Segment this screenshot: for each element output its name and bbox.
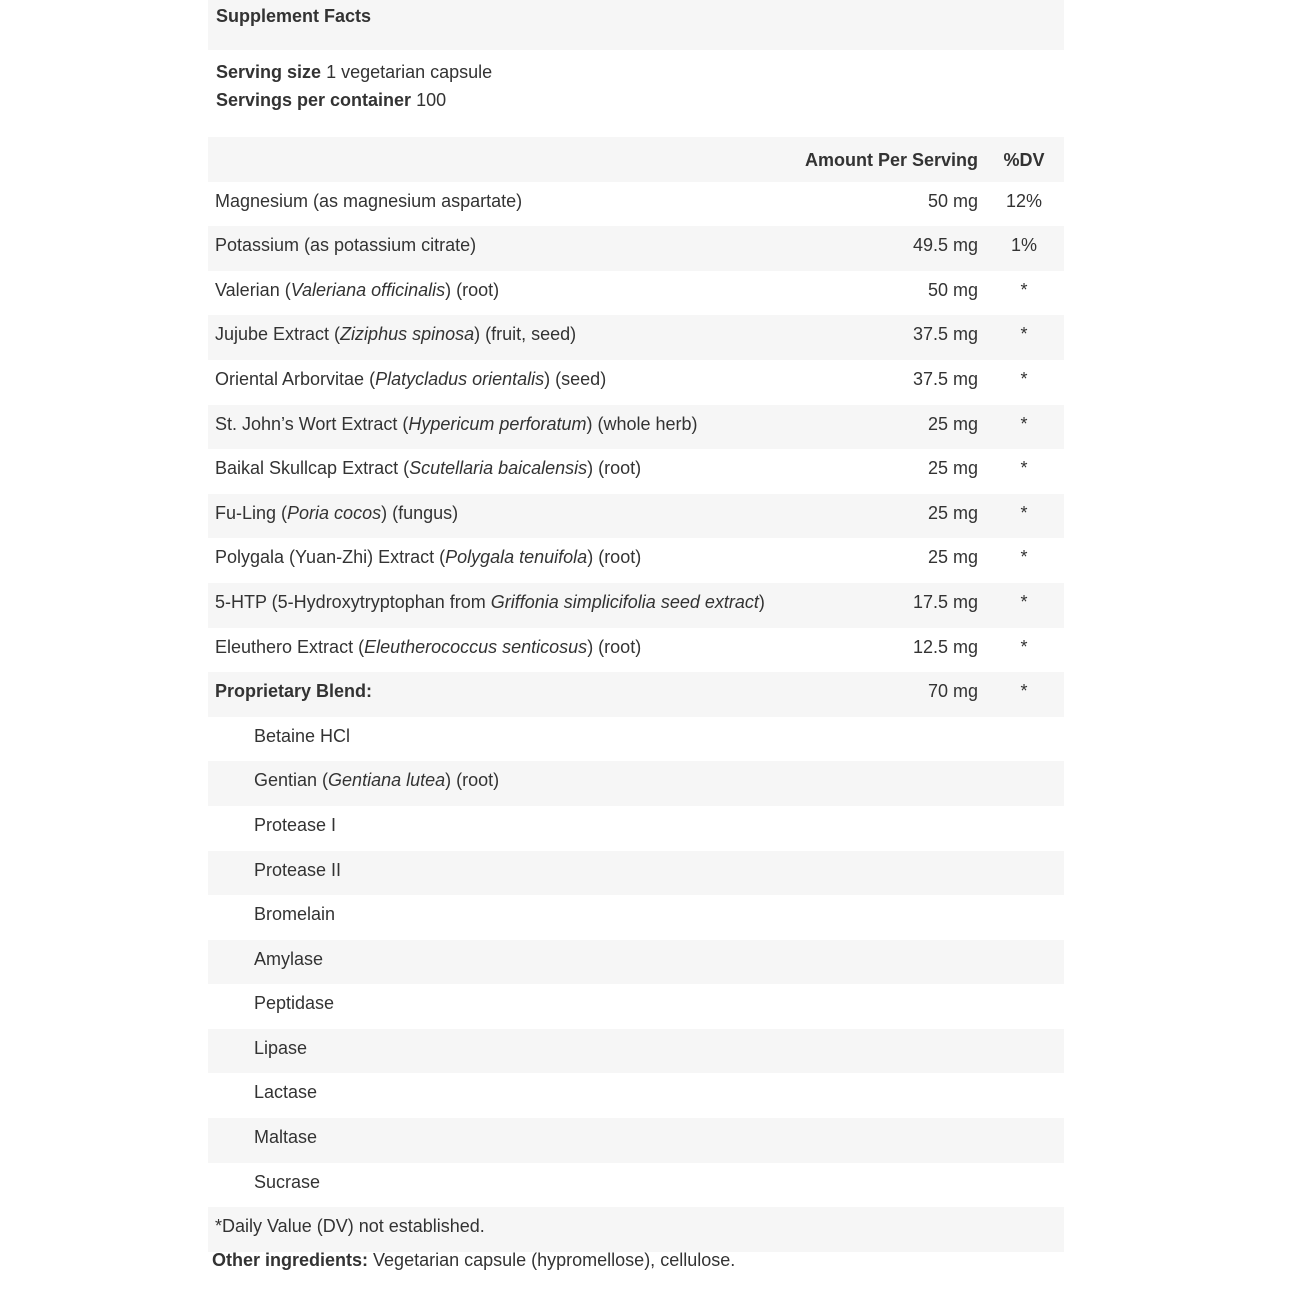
latin-name: Scutellaria baicalensis xyxy=(409,458,588,479)
amount: 50 mg xyxy=(927,279,978,300)
daily-value: * xyxy=(1020,368,1028,389)
latin-name: Platycladus orientalis xyxy=(375,368,545,389)
amount: 25 mg xyxy=(927,413,978,434)
blend-row xyxy=(208,984,1064,1029)
ingredient-name xyxy=(215,191,522,212)
panel-title xyxy=(208,0,1064,50)
table-row xyxy=(208,271,1064,316)
blend-row xyxy=(208,761,1064,806)
daily-value: * xyxy=(1020,681,1028,702)
blend-ingredient-name xyxy=(254,1172,320,1193)
serving-size-label: Serving size xyxy=(216,62,322,82)
ingredient-name-text: Amylase xyxy=(254,948,324,969)
table-header xyxy=(208,137,1064,182)
table-row xyxy=(208,360,1064,405)
ingredient-name-text: Lactase xyxy=(254,1082,318,1103)
blend-ingredient-name xyxy=(254,770,499,791)
ingredient-name-part: ) (fungus) xyxy=(381,502,459,523)
latin-name: Gentiana lutea xyxy=(328,770,446,791)
blend-row xyxy=(208,1118,1064,1163)
blend-ingredient-name xyxy=(254,815,336,836)
title-text: Supplement Facts xyxy=(216,6,372,26)
ingredient-name-part: ) (root) xyxy=(445,770,500,791)
ingredient-name xyxy=(215,458,641,479)
blend-row xyxy=(208,1073,1064,1118)
ingredient-name-part: St. John’s Wort Extract ( xyxy=(215,413,409,434)
ingredient-name-text: Sucrase xyxy=(254,1171,321,1192)
ingredient-name-part: ) (fruit, seed) xyxy=(474,324,577,345)
ingredient-name xyxy=(215,681,372,702)
ingredient-name-text: Bromelain xyxy=(254,904,336,925)
ingredient-name-part: ) (root) xyxy=(587,547,642,568)
ingredient-name xyxy=(215,324,576,345)
ingredient-name-part: Fu-Ling ( xyxy=(215,502,288,523)
nutrient-rows xyxy=(208,182,1064,1208)
amount: 37.5 mg xyxy=(912,324,978,345)
serving-size xyxy=(216,61,1064,89)
ingredient-name-part: Baikal Skullcap Extract ( xyxy=(215,458,410,479)
table-row xyxy=(208,628,1064,673)
ingredient-name-text: Potassium (as potassium citrate) xyxy=(215,235,477,256)
blend-row xyxy=(208,806,1064,851)
ingredient-name xyxy=(215,503,458,524)
blend-ingredient-name xyxy=(254,949,323,970)
ingredient-name-part: Polygala (Yuan-Zhi) Extract ( xyxy=(215,547,446,568)
latin-name: Polygala tenuifola xyxy=(445,547,588,568)
amount: 70 mg xyxy=(927,681,978,702)
ingredient-name xyxy=(215,547,641,568)
table-row xyxy=(208,672,1064,717)
ingredient-name xyxy=(215,280,499,301)
blend-row xyxy=(208,851,1064,896)
table-row xyxy=(208,226,1064,271)
amount: 25 mg xyxy=(927,502,978,523)
ingredient-name-part: ) (root) xyxy=(587,458,642,479)
ingredient-name-text: Betaine HCl xyxy=(254,725,351,746)
footnote: *Daily Value (DV) not established. xyxy=(215,1216,485,1237)
latin-name: Ziziphus spinosa xyxy=(340,324,475,345)
ingredient-name-part: Gentian ( xyxy=(254,770,329,791)
blend-row xyxy=(208,895,1064,940)
blend-ingredient-name xyxy=(254,1038,307,1059)
latin-name: Valeriana officinalis xyxy=(290,279,446,300)
daily-value: 1% xyxy=(1010,235,1037,256)
daily-value: * xyxy=(1020,636,1028,657)
ingredient-name xyxy=(215,369,606,390)
blend-ingredient-name xyxy=(254,904,335,925)
ingredient-name-part: Eleuthero Extract ( xyxy=(215,636,365,657)
table-row xyxy=(208,583,1064,628)
blend-ingredient-name xyxy=(254,1127,317,1148)
ingredient-name-part: Oriental Arborvitae ( xyxy=(215,368,376,389)
ingredient-name xyxy=(215,592,765,613)
ingredient-name xyxy=(215,637,641,658)
table-row xyxy=(208,315,1064,360)
amount: 25 mg xyxy=(927,458,978,479)
daily-value: * xyxy=(1020,591,1028,612)
servings-per-container xyxy=(216,89,1064,117)
daily-value: * xyxy=(1020,547,1028,568)
ingredient-name xyxy=(215,235,476,256)
ingredient-name-text: Peptidase xyxy=(254,993,335,1014)
blend-row xyxy=(208,1029,1064,1074)
ingredient-name xyxy=(215,414,698,435)
latin-name: Griffonia simplicifolia seed extract xyxy=(490,591,759,612)
header-dv: %DV xyxy=(1003,150,1045,170)
amount: 37.5 mg xyxy=(912,368,978,389)
ingredient-name-part: ) (seed) xyxy=(544,368,607,389)
blend-ingredient-name xyxy=(254,993,334,1014)
serving-info xyxy=(208,50,1064,137)
ingredient-name-part: ) (whole herb) xyxy=(586,413,698,434)
blend-row xyxy=(208,717,1064,762)
daily-value: * xyxy=(1020,413,1028,434)
table-row xyxy=(208,494,1064,539)
ingredient-name-text: Protease I xyxy=(254,814,337,835)
ingredient-name-part: Jujube Extract ( xyxy=(215,324,341,345)
amount: 25 mg xyxy=(927,547,978,568)
other-ingredients-value: Vegetarian capsule (hypromellose), cellulose. xyxy=(373,1250,736,1270)
daily-value: * xyxy=(1020,324,1028,345)
servings-per-container-label: Servings per container xyxy=(216,90,412,110)
amount: 17.5 mg xyxy=(912,591,978,612)
daily-value: * xyxy=(1020,502,1028,523)
table-row xyxy=(208,449,1064,494)
ingredient-name-part: ) (root) xyxy=(445,279,500,300)
ingredient-name-part: ) xyxy=(758,591,765,612)
latin-name: Poria cocos xyxy=(287,502,382,523)
ingredient-name-part: Valerian ( xyxy=(215,279,291,300)
other-ingredients xyxy=(212,1250,735,1271)
ingredient-name-text: Magnesium (as magnesium aspartate) xyxy=(215,190,523,211)
latin-name: Hypericum perforatum xyxy=(408,413,587,434)
blend-ingredient-name xyxy=(254,860,341,881)
ingredient-name-text: Proprietary Blend: xyxy=(215,681,373,702)
blend-row xyxy=(208,940,1064,985)
blend-ingredient-name xyxy=(254,1082,317,1103)
daily-value: * xyxy=(1020,458,1028,479)
amount: 49.5 mg xyxy=(912,235,978,256)
table-row xyxy=(208,405,1064,450)
latin-name: Eleutherococcus senticosus xyxy=(364,636,588,657)
servings-per-container-value: 100 xyxy=(416,90,447,110)
ingredient-name-part: ) (root) xyxy=(587,636,642,657)
table-row xyxy=(208,182,1064,227)
table-row xyxy=(208,538,1064,583)
header-amount: Amount Per Serving xyxy=(804,150,978,170)
amount: 12.5 mg xyxy=(912,636,978,657)
other-ingredients-label: Other ingredients: xyxy=(212,1250,369,1270)
serving-size-value: 1 vegetarian capsule xyxy=(326,62,493,82)
blend-ingredient-name xyxy=(254,726,350,747)
ingredient-name-text: Maltase xyxy=(254,1127,318,1148)
ingredient-name-text: Lipase xyxy=(254,1037,308,1058)
ingredient-name-part: 5-HTP (5-Hydroxytryptophan from xyxy=(215,591,491,612)
footnote-row xyxy=(208,1207,1064,1252)
daily-value: * xyxy=(1020,279,1028,300)
daily-value: 12% xyxy=(1005,190,1043,211)
blend-row xyxy=(208,1163,1064,1208)
supplement-facts-panel xyxy=(208,0,1064,1252)
ingredient-name-text: Protease II xyxy=(254,859,342,880)
amount: 50 mg xyxy=(927,190,978,211)
